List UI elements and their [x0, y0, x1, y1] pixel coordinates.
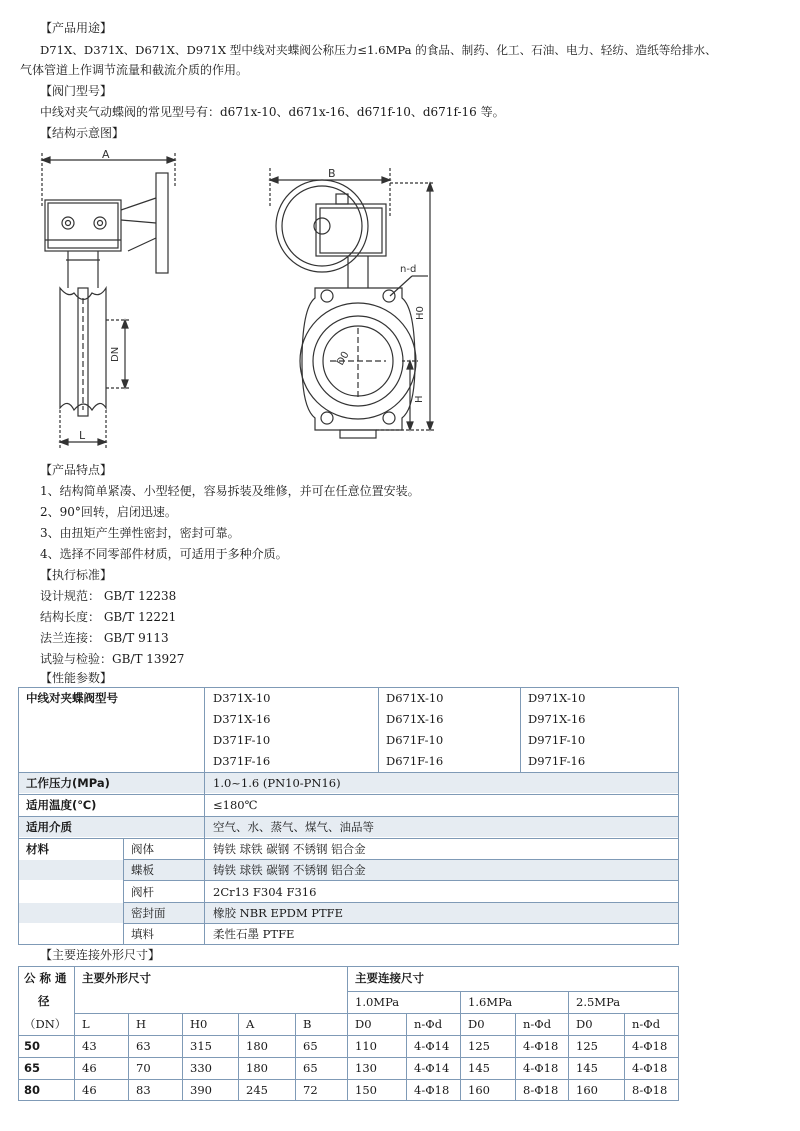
- size-value: 46: [82, 1061, 97, 1075]
- column-header: H: [136, 1017, 147, 1031]
- model-cell: D971F-10: [528, 733, 586, 747]
- material-part: 蝶板: [131, 863, 154, 877]
- model-cell: D671X-10: [386, 691, 444, 705]
- model-cell: D371F-16: [213, 754, 271, 768]
- size-value: 4-Φ18: [632, 1039, 668, 1053]
- dn-label-2: 径: [38, 994, 50, 1008]
- size-value: 160: [468, 1083, 490, 1097]
- model-cell: D371X-10: [213, 691, 271, 705]
- sizes-heading: 【主要连接外形尺寸】: [40, 948, 161, 962]
- size-value: 330: [190, 1061, 212, 1075]
- size-value: 150: [355, 1083, 377, 1097]
- label-DN: DN: [110, 346, 121, 362]
- size-value: 46: [82, 1083, 97, 1097]
- size-value: 390: [190, 1083, 212, 1097]
- label-nd: n-d: [400, 264, 417, 275]
- standard-item: 法兰连接： GB/T 9113: [40, 631, 169, 645]
- model-cell: D371X-16: [213, 712, 271, 726]
- label-B: B: [328, 167, 336, 180]
- size-value: 70: [136, 1061, 151, 1075]
- features-heading: 【产品特点】: [40, 463, 113, 477]
- size-value: 65: [303, 1061, 318, 1075]
- model-label: 中线对夹蝶阀型号: [26, 691, 118, 705]
- size-value: 4-Φ18: [414, 1083, 450, 1097]
- size-value: 83: [136, 1083, 151, 1097]
- column-header: A: [246, 1017, 255, 1031]
- size-value: 315: [190, 1039, 212, 1053]
- column-header: D0: [468, 1017, 485, 1031]
- size-value: 145: [468, 1061, 490, 1075]
- size-value: 180: [246, 1039, 268, 1053]
- standard-item: 试验与检验：GB/T 13927: [40, 652, 185, 666]
- front-view-drawing: [270, 167, 434, 438]
- standards-heading: 【执行标准】: [40, 568, 113, 582]
- dn-value: 80: [24, 1083, 41, 1097]
- size-value: 4-Φ14: [414, 1039, 450, 1053]
- feature-item: 3、由扭矩产生弹性密封，密封可靠。: [40, 526, 240, 540]
- medium-label: 适用介质: [26, 820, 72, 834]
- side-view-drawing: [42, 148, 175, 448]
- temperature-label: 适用温度(℃): [26, 798, 97, 812]
- size-value: 145: [576, 1061, 598, 1075]
- usage-text-line2: 气体管道上作调节流量和截流介质的作用。: [20, 63, 249, 77]
- size-value: 130: [355, 1061, 377, 1075]
- material-part: 填料: [131, 927, 154, 941]
- dn-value: 65: [24, 1061, 41, 1075]
- connection-label: 主要连接尺寸: [355, 971, 424, 985]
- size-value: 110: [355, 1039, 377, 1053]
- material-value: 铸铁 球铁 碳钢 不锈钢 铝合金: [213, 842, 366, 856]
- column-header: D0: [576, 1017, 593, 1031]
- material-value: 柔性石墨 PTFE: [213, 927, 295, 941]
- standard-item: 结构长度： GB/T 12221: [40, 610, 177, 624]
- size-value: 8-Φ18: [523, 1083, 559, 1097]
- diagram-heading: 【结构示意图】: [40, 126, 125, 140]
- pressure-label: 工作压力(MPa): [26, 776, 110, 790]
- pressure-header: 1.0MPa: [355, 995, 400, 1009]
- size-value: 4-Φ14: [414, 1061, 450, 1075]
- label-L: L: [79, 429, 86, 442]
- usage-heading: 【产品用途】: [40, 21, 113, 35]
- model-cell: D971X-10: [528, 691, 586, 705]
- models-heading: 【阀门型号】: [40, 84, 113, 98]
- size-value: 72: [303, 1083, 318, 1097]
- models-text: 中线对夹气动蝶阀的常见型号有：d671x-10、d671x-16、d671f-10、d671f-16 等。: [40, 105, 505, 119]
- temperature-value: ≤180℃: [213, 798, 258, 812]
- dn-label-3: （DN）: [24, 1017, 67, 1031]
- size-value: 8-Φ18: [632, 1083, 668, 1097]
- column-header: B: [303, 1017, 312, 1031]
- column-header: H0: [190, 1017, 208, 1031]
- dn-label-1: 公 称 通: [24, 971, 67, 985]
- pressure-value: 1.0~1.6 (PN10-PN16): [213, 776, 341, 790]
- usage-text-line1: D71X、D371X、D671X、D971X 型中线对夹蝶阀公称压力≤1.6MPa 的食品、制药、化工、石油、电力、轻纺、造纸等给排水、: [40, 43, 717, 57]
- model-cell: D671F-16: [386, 754, 444, 768]
- material-part: 阀杆: [131, 885, 154, 899]
- column-header: n-Φd: [632, 1017, 661, 1031]
- size-value: 160: [576, 1083, 598, 1097]
- pressure-header: 2.5MPa: [576, 995, 621, 1009]
- valve-structure-diagram: [30, 148, 460, 460]
- model-cell: D671F-10: [386, 733, 444, 747]
- model-cell: D971F-16: [528, 754, 586, 768]
- column-header: D0: [355, 1017, 372, 1031]
- performance-heading: 【性能参数】: [40, 671, 113, 685]
- size-value: 180: [246, 1061, 268, 1075]
- model-cell: D971X-16: [528, 712, 586, 726]
- feature-item: 4、选择不同零部件材质，可适用于多种介质。: [40, 547, 288, 561]
- size-value: 4-Φ18: [523, 1039, 559, 1053]
- size-value: 43: [82, 1039, 97, 1053]
- size-value: 125: [468, 1039, 490, 1053]
- material-label: 材料: [26, 842, 49, 856]
- pressure-header: 1.6MPa: [468, 995, 513, 1009]
- size-value: 4-Φ18: [523, 1061, 559, 1075]
- size-value: 4-Φ18: [632, 1061, 668, 1075]
- model-cell: D671X-16: [386, 712, 444, 726]
- feature-item: 2、90°回转，启闭迅速。: [40, 505, 177, 519]
- size-value: 125: [576, 1039, 598, 1053]
- dn-value: 50: [24, 1039, 41, 1053]
- column-header: n-Φd: [523, 1017, 552, 1031]
- label-D0: D0: [335, 349, 352, 368]
- column-header: L: [82, 1017, 90, 1031]
- material-part: 阀体: [131, 842, 154, 856]
- size-value: 245: [246, 1083, 268, 1097]
- material-value: 铸铁 球铁 碳钢 不锈钢 铝合金: [213, 863, 366, 877]
- column-header: n-Φd: [414, 1017, 443, 1031]
- size-value: 65: [303, 1039, 318, 1053]
- outline-label: 主要外形尺寸: [82, 971, 151, 985]
- label-A: A: [102, 148, 110, 161]
- model-cell: D371F-10: [213, 733, 271, 747]
- material-value: 橡胶 NBR EPDM PTFE: [213, 906, 344, 920]
- size-value: 63: [136, 1039, 151, 1053]
- label-H0: H0: [415, 306, 426, 320]
- material-part: 密封面: [131, 906, 166, 920]
- label-H: H: [414, 395, 425, 403]
- material-value: 2Cr13 F304 F316: [213, 885, 317, 899]
- standard-item: 设计规范： GB/T 12238: [40, 589, 177, 603]
- feature-item: 1、结构简单紧凑、小型轻便，容易拆装及维修，并可在任意位置安装。: [40, 484, 420, 498]
- medium-value: 空气、水、蒸气、煤气、油品等: [213, 820, 374, 834]
